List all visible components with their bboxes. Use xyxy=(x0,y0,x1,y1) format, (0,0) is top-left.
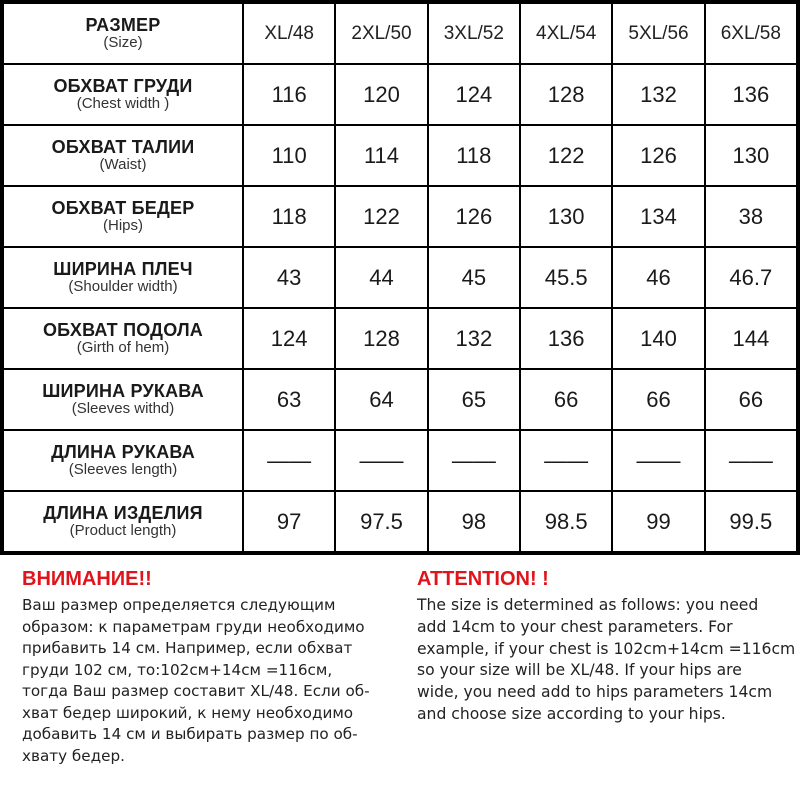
note-line: so your size will be XL/48. If your hips are xyxy=(417,661,742,680)
row-label-ru: ОБХВАТ БЕДЕР xyxy=(51,198,195,219)
size-header-cell: 5XL/56 xyxy=(613,4,703,63)
size-header-cell: XL/48 xyxy=(244,4,334,63)
note-line: and choose size according to your hips. xyxy=(417,704,726,723)
row-label-en: (Sleeves length) xyxy=(68,461,178,479)
measurement-cell: 126 xyxy=(613,126,703,185)
row-label-en: (Sleeves withd) xyxy=(71,400,175,418)
measurement-cell: 124 xyxy=(429,65,519,124)
measurement-cell: 116 xyxy=(244,65,334,124)
row-label-en: (Chest width ) xyxy=(76,95,170,113)
measurement-cell: 136 xyxy=(706,65,796,124)
measurement-cell: 38 xyxy=(706,187,796,246)
header-label-cell xyxy=(4,4,242,63)
row-label-ru: ДЛИНА ИЗДЕЛИЯ xyxy=(43,503,203,524)
header-label-en: (Size) xyxy=(103,34,143,52)
measurement-cell: 98.5 xyxy=(521,492,611,551)
measurement-cell: —— xyxy=(336,431,426,490)
measurement-cell: —— xyxy=(244,431,334,490)
measurement-cell: 144 xyxy=(706,309,796,368)
measurement-cell: —— xyxy=(613,431,703,490)
note-line: прибавить 14 см. Например, если обхват xyxy=(22,639,353,657)
measurement-cell: 97 xyxy=(244,492,334,551)
measurement-cell: 110 xyxy=(244,126,334,185)
measurement-cell: 134 xyxy=(613,187,703,246)
note-line: образом: к параметрам груди необходимо xyxy=(22,617,365,636)
size-header-cell: 3XL/52 xyxy=(429,4,519,63)
measurement-cell: 128 xyxy=(336,309,426,368)
row-label-en: (Hips) xyxy=(103,217,143,235)
measurement-cell: 120 xyxy=(336,65,426,124)
measurement-cell: 99.5 xyxy=(706,492,796,551)
measurement-cell: 66 xyxy=(613,370,703,429)
measurement-cell: 118 xyxy=(244,187,334,246)
measurement-cell: 63 xyxy=(244,370,334,429)
row-label-cell xyxy=(4,248,242,307)
measurement-cell: —— xyxy=(521,431,611,490)
measurement-cell: 136 xyxy=(521,309,611,368)
size-header-cell: 6XL/58 xyxy=(706,4,796,63)
measurement-cell: 43 xyxy=(244,248,334,307)
row-label-cell xyxy=(4,126,242,185)
row-label-en: (Product length) xyxy=(69,522,177,540)
note-line: хвату бедер. xyxy=(22,746,125,765)
note-line: add 14cm to your chest parameters. For xyxy=(417,617,733,636)
row-label-cell xyxy=(4,431,242,490)
measurement-cell: 66 xyxy=(706,370,796,429)
measurement-cell: 132 xyxy=(613,65,703,124)
measurement-cell: 45 xyxy=(429,248,519,307)
measurement-cell: 140 xyxy=(613,309,703,368)
measurement-cell: 64 xyxy=(336,370,426,429)
note-line: груди 102 см, то:102см+14см =116см, xyxy=(22,660,333,679)
measurement-cell: 126 xyxy=(429,187,519,246)
row-label-en: (Shoulder width) xyxy=(68,278,178,296)
note-line: тогда Ваш размер составит XL/48. Если об- xyxy=(22,682,370,700)
measurement-cell: 66 xyxy=(521,370,611,429)
measurement-cell: 118 xyxy=(429,126,519,185)
row-label-ru: ДЛИНА РУКАВА xyxy=(51,442,195,463)
row-label-ru: ШИРИНА ПЛЕЧ xyxy=(53,259,193,280)
attention-note-ru xyxy=(22,568,412,767)
measurement-cell: 122 xyxy=(521,126,611,185)
measurement-cell: 122 xyxy=(336,187,426,246)
attention-title-en: ATTENTION! ! xyxy=(417,568,549,590)
note-line: The size is determined as follows: you need xyxy=(417,596,759,614)
measurement-cell: 46 xyxy=(613,248,703,307)
row-label-en: (Waist) xyxy=(99,156,147,174)
attention-title-ru: ВНИМАНИЕ!! xyxy=(22,568,152,590)
row-label-cell xyxy=(4,187,242,246)
note-line: wide, you need add to hips parameters 14cm xyxy=(417,683,773,702)
note-line: хват бедер широкий, к нему необходимо xyxy=(22,703,354,722)
measurement-cell: —— xyxy=(706,431,796,490)
measurement-cell: 130 xyxy=(706,126,796,185)
row-label-ru: ОБХВАТ ГРУДИ xyxy=(53,76,193,97)
measurement-cell: 44 xyxy=(336,248,426,307)
measurement-cell: 130 xyxy=(521,187,611,246)
measurement-cell: 99 xyxy=(613,492,703,551)
attention-body-en xyxy=(417,595,799,726)
measurement-cell: 128 xyxy=(521,65,611,124)
note-line: example, if your chest is 102cm+14cm =116cm xyxy=(417,639,796,658)
note-line: добавить 14 см и выбирать размер по об- xyxy=(22,725,358,743)
measurement-cell: 97.5 xyxy=(336,492,426,551)
measurement-cell: 124 xyxy=(244,309,334,368)
row-label-ru: ШИРИНА РУКАВА xyxy=(42,381,204,402)
size-header-cell: 2XL/50 xyxy=(336,4,426,63)
measurement-cell: 98 xyxy=(429,492,519,551)
note-line: Ваш размер определяется следующим xyxy=(22,596,336,614)
row-label-ru: ОБХВАТ ТАЛИИ xyxy=(51,137,195,158)
measurement-cell: 114 xyxy=(336,126,426,185)
row-label-cell xyxy=(4,309,242,368)
row-label-cell xyxy=(4,370,242,429)
measurement-cell: 46.7 xyxy=(706,248,796,307)
attention-note-en xyxy=(417,568,799,726)
header-label-ru: РАЗМЕР xyxy=(85,15,161,36)
row-label-cell xyxy=(4,65,242,124)
row-label-ru: ОБХВАТ ПОДОЛА xyxy=(42,320,203,341)
measurement-cell: —— xyxy=(429,431,519,490)
attention-body-ru xyxy=(22,595,412,767)
size-header-cell: 4XL/54 xyxy=(521,4,611,63)
measurement-cell: 65 xyxy=(429,370,519,429)
row-label-en: (Girth of hem) xyxy=(76,339,170,357)
row-label-cell xyxy=(4,492,242,551)
measurement-cell: 45.5 xyxy=(521,248,611,307)
measurement-cell: 132 xyxy=(429,309,519,368)
